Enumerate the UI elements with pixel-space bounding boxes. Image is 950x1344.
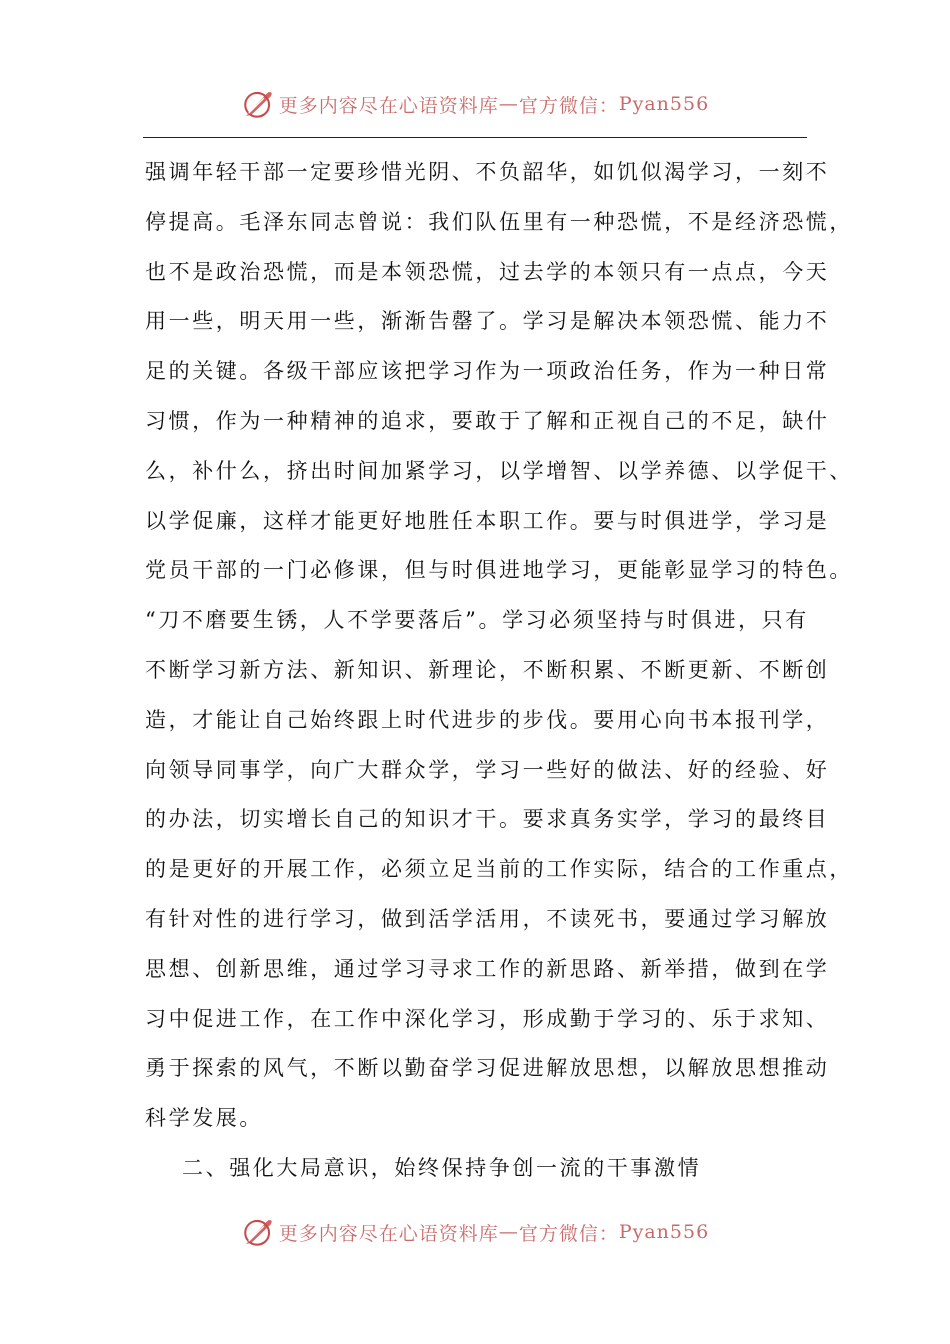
document-body [145,148,853,1194]
body-line: 勇于探索的风气，不断以勤奋学习促进解放思想，以解放思想推动 [145,1056,830,1081]
body-line: “刀不磨要生锈，人不学要落后”。学习必须坚持与时俱进，只有 [145,608,809,633]
body-line: 造，才能让自己始终跟上时代进步的步伐。要用心向书本报刊学， [145,707,830,732]
body-line: 停提高。毛泽东同志曾说：我们队伍里有一种恐慌，不是经济恐慌， [145,209,853,234]
banner-dash: — [498,93,519,115]
header-rule [143,137,807,138]
body-line: 习惯，作为一种精神的追求，要敢于了解和正视自己的不足，缺什 [145,408,830,433]
section-heading: 二、强化大局意识，始终保持争创一流的干事激情 [182,1155,702,1180]
body-line: 也不是政治恐慌，而是本领恐慌，过去学的本领只有一点点，今天 [145,259,830,284]
banner-wechat-id: Pyan556 [618,1221,710,1243]
body-line: 的办法，切实增长自己的知识才干。要求真务实学，学习的最终目 [145,807,830,832]
body-line: 习中促进工作，在工作中深化学习，形成勤于学习的、乐于求知、 [145,1006,830,1031]
body-line: 足的关键。各级干部应该把学习作为一项政治任务，作为一种日常 [145,359,830,384]
banner-wechat-id: Pyan556 [618,93,710,115]
banner-dash: — [498,1221,519,1243]
body-line: 向领导同事学，向广大群众学，学习一些好的做法、好的经验、好 [145,757,830,782]
banner-wechat-label: 官方微信： [518,94,619,117]
body-line: 党员干部的一门必修课，但与时俱进地学习，更能彰显学习的特色。 [145,558,853,583]
body-line: 用一些，明天用一些，渐渐告罄了。学习是解决本领恐慌、能力不 [145,309,830,334]
body-line: 么，补什么，挤出时间加紧学习，以学增智、以学养德、以学促干、 [145,458,853,483]
body-line: 的是更好的开展工作，必须立足当前的工作实际，结合的工作重点， [145,857,853,882]
quill-logo-icon [241,87,275,121]
body-line: 以学促廉，这样才能更好地胜任本职工作。要与时俱进学，学习是 [145,508,830,533]
body-line: 科学发展。 [145,1106,263,1131]
banner-wechat-label: 官方微信： [518,1222,619,1245]
body-line: 有针对性的进行学习，做到活学活用，不读死书，要通过学习解放 [145,906,830,931]
banner-site-text: 更多内容尽在心语资料库 [278,1222,499,1245]
header-banner [0,84,950,124]
banner-site-text: 更多内容尽在心语资料库 [278,94,499,117]
body-line: 不断学习新方法、新知识、新理论，不断积累、不断更新、不断创 [145,657,830,682]
quill-logo-icon [241,1215,275,1249]
body-line: 强调年轻干部一定要珍惜光阴、不负韶华，如饥似渴学习，一刻不 [145,160,830,184]
body-line: 思想、创新思维，通过学习寻求工作的新思路、新举措，做到在学 [145,956,830,981]
footer-banner [0,1212,950,1252]
